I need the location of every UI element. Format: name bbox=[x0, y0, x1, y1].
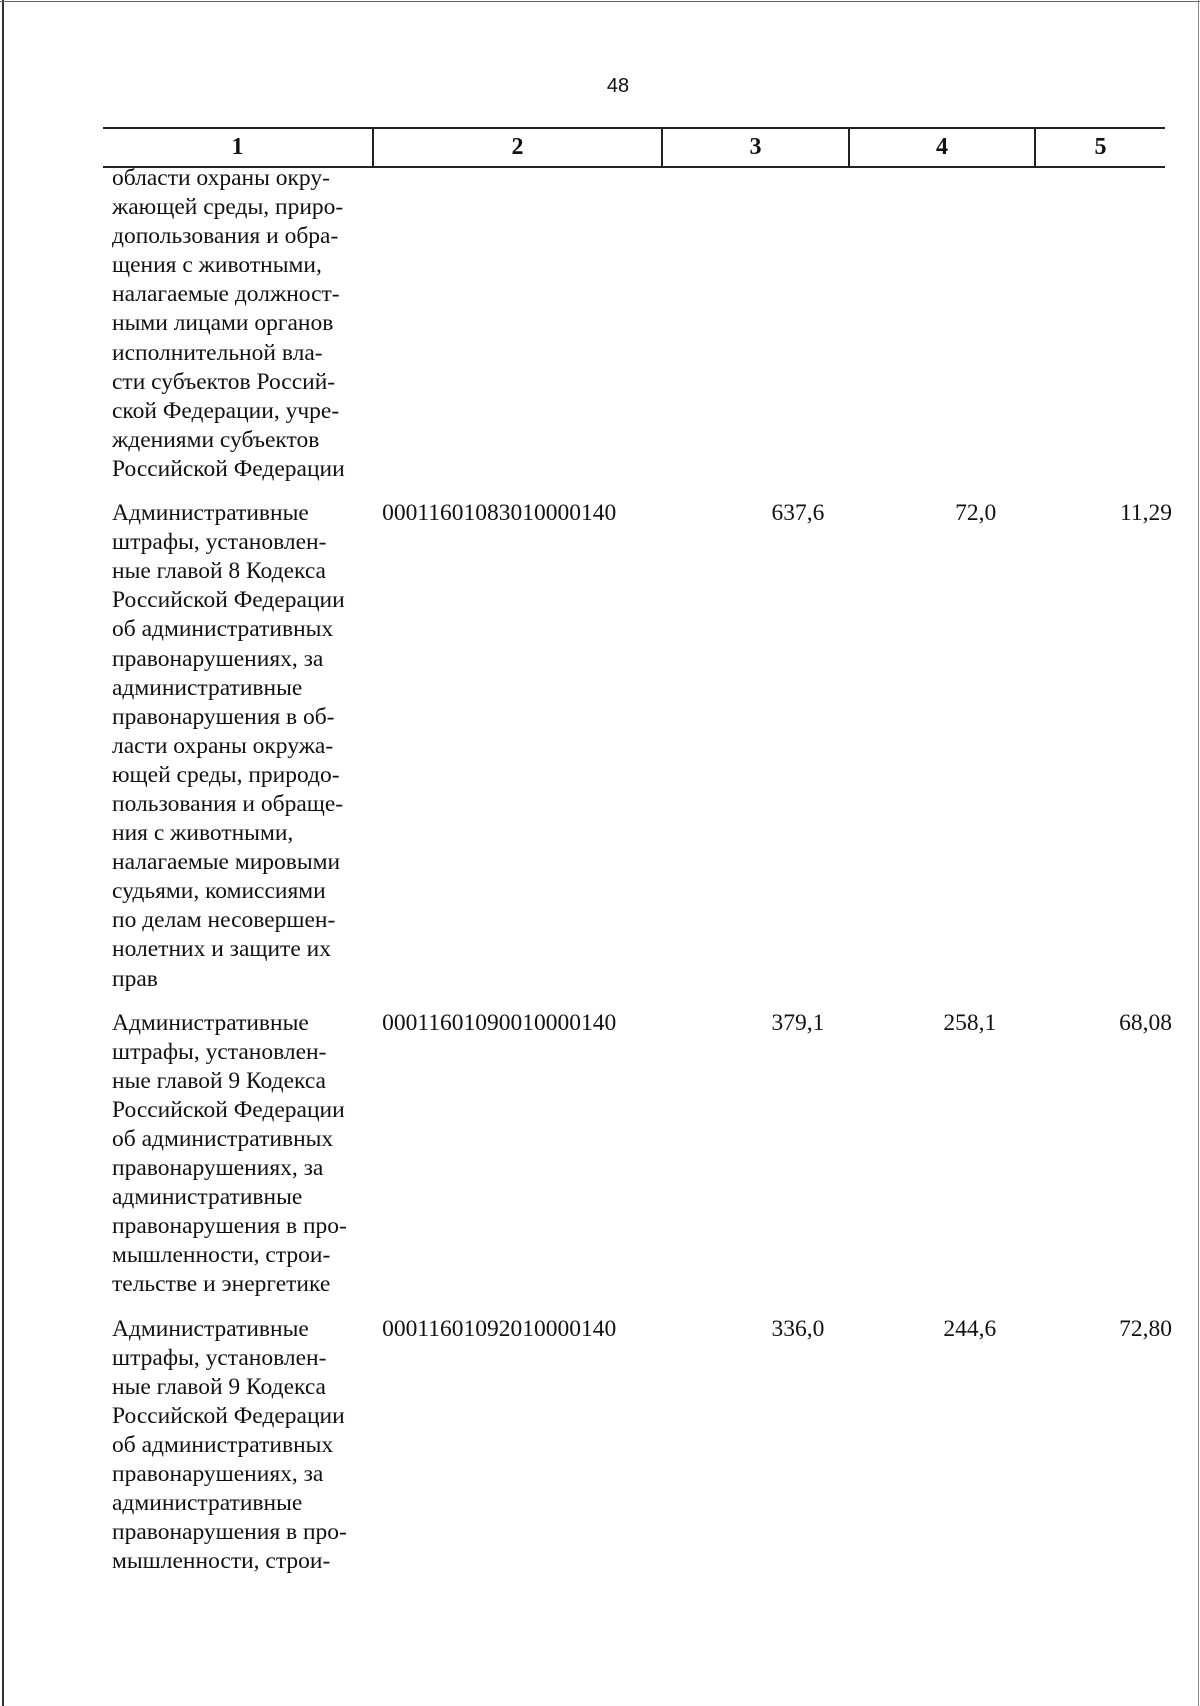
header-col-5: 5 bbox=[1034, 129, 1165, 166]
table-row bbox=[112, 499, 1172, 994]
header-col-1: 1 bbox=[231, 134, 244, 160]
page-number: 48 bbox=[606, 75, 630, 97]
row-description: Административные штрафы, установлен- ные главой 9 Кодекса Российской Федерации об административных правонарушениях, за административные правонарушения в про- мышленности, строи- bbox=[112, 1315, 347, 1575]
row-col3-value: 379,1 bbox=[771, 1009, 825, 1036]
row-col4-value: 72,0 bbox=[955, 500, 997, 527]
row-col3-value: 336,0 bbox=[771, 1315, 825, 1342]
table-row bbox=[112, 1315, 1172, 1577]
row-col3-value: 637,6 bbox=[771, 500, 825, 527]
table-row bbox=[112, 1009, 1172, 1300]
row-col5-value: 68,08 bbox=[1119, 1009, 1172, 1036]
row-code: 00011601092010000140 bbox=[382, 1315, 617, 1342]
table-header bbox=[103, 127, 1165, 168]
header-col-2: 2 bbox=[372, 129, 661, 166]
row-col5-value: 72,80 bbox=[1119, 1315, 1172, 1342]
row-description: Административные штрафы, установлен- ные главой 9 Кодекса Российской Федерации об административных правонарушениях, за административные правонарушения в про- мышленности, строи- тельстве и энергетике bbox=[112, 1009, 347, 1298]
row-code: 00011601090010000140 bbox=[382, 1009, 617, 1036]
scan-border-top bbox=[0, 1, 1200, 2]
scan-border-right bbox=[1198, 0, 1199, 1706]
table-body bbox=[112, 164, 1172, 1591]
header-col-4: 4 bbox=[848, 129, 1034, 166]
scan-border-left bbox=[2, 0, 4, 1706]
row-description: области охраны окру- жающей среды, приро- допользования и обра- щения с животными, налагаемые должност- ными лицами органов исполнительной вла- сти субъектов Россий- ской Федерации, учре- ждениями субъектов Российской Федерации bbox=[112, 165, 345, 482]
row-code: 00011601083010000140 bbox=[382, 500, 617, 527]
table-row bbox=[112, 164, 1172, 484]
header-col-3: 3 bbox=[661, 129, 848, 166]
row-col5-value: 11,29 bbox=[1119, 500, 1172, 527]
row-col4-value: 244,6 bbox=[943, 1315, 997, 1342]
row-description: Административные штрафы, установлен- ные главой 8 Кодекса Российской Федерации об административных правонарушениях, за административные правонарушения в об- ласти охраны окружа- ющей среды, природо- пользования и обраще- ния с животными, налагаемые мировыми судьями, комиссиями по делам несовершен- нолетних и защите их прав bbox=[112, 500, 345, 992]
row-col4-value: 258,1 bbox=[943, 1009, 997, 1036]
